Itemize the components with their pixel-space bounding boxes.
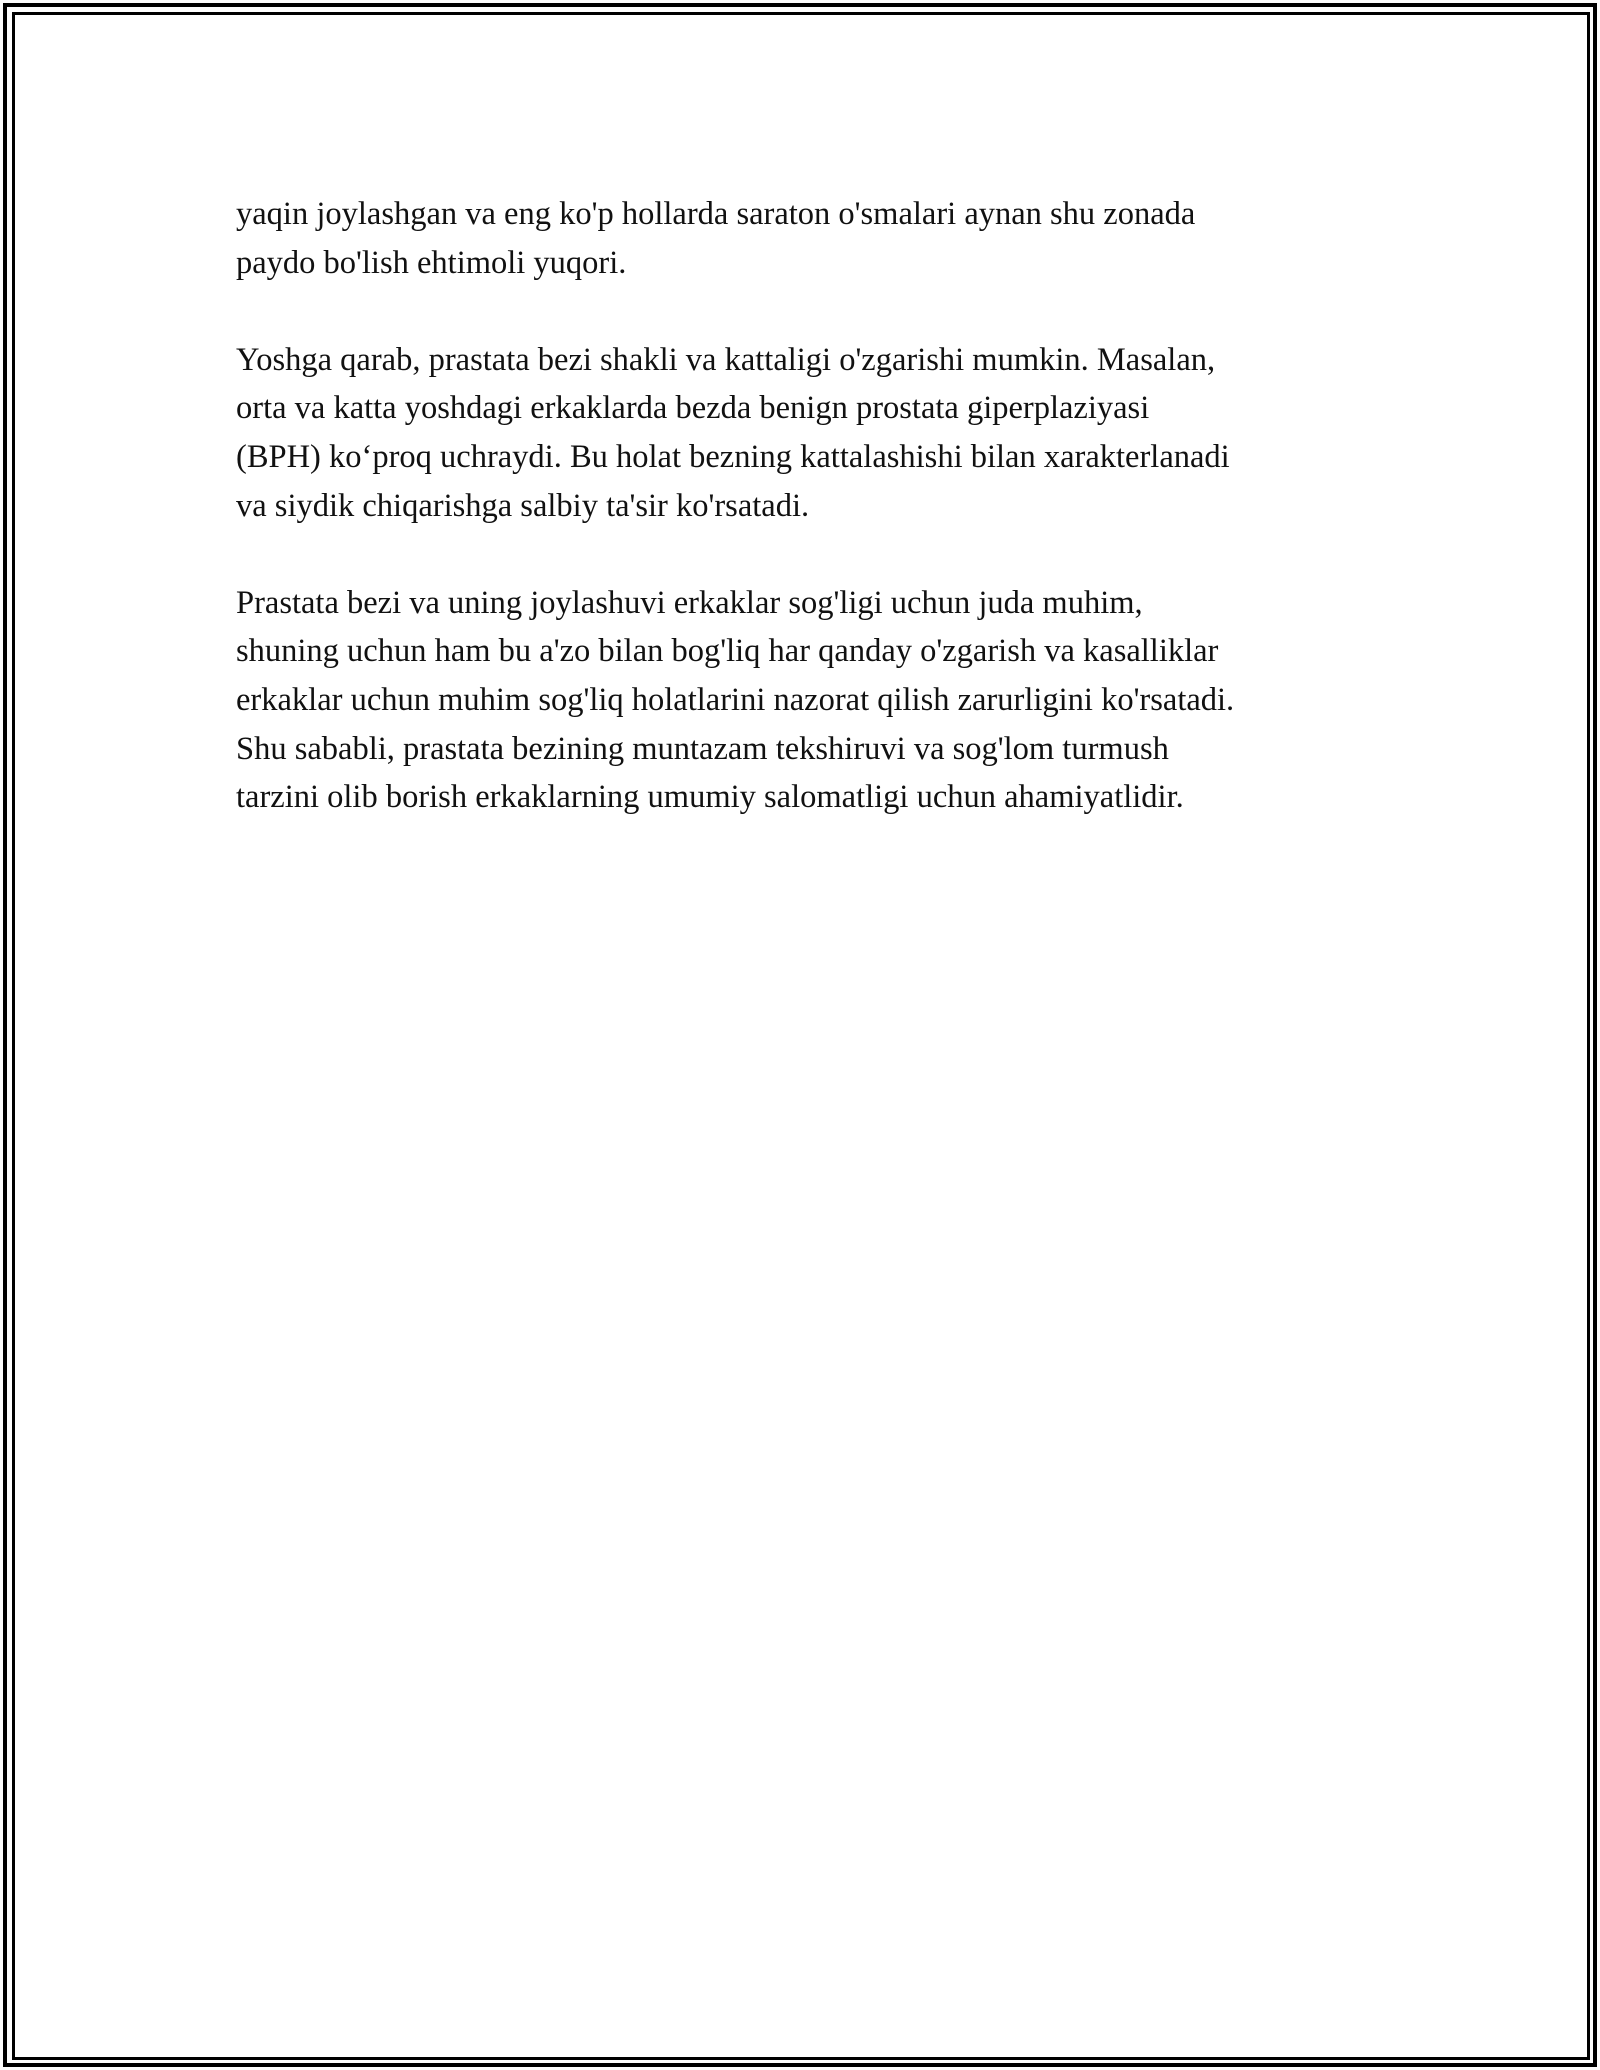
paragraph-2 bbox=[236, 336, 1376, 530]
text-line: orta va katta yoshdagi erkaklarda bezda benign prostata giperplaziyasi bbox=[236, 390, 1150, 427]
text-line: yaqin joylashgan va eng ko'p hollarda saraton o'smalari aynan shu zonada bbox=[236, 196, 1196, 232]
paragraph-1 bbox=[236, 190, 1376, 287]
text-line: va siydik chiqarishga salbiy ta'sir ko'rsatadi. bbox=[236, 487, 810, 524]
text-line: shuning uchun ham bu a'zo bilan bog'liq har qanday o'zgarish va kasalliklar bbox=[236, 633, 1219, 670]
text-line: erkaklar uchun muhim sog'liq holatlarini nazorat qilish zarurligini ko'rsatadi. bbox=[236, 681, 1235, 718]
text-line: paydo bo'lish ehtimoli yuqori. bbox=[236, 244, 627, 281]
text-line: Shu sababli, prastata bezining muntazam tekshiruvi va sog'lom turmush bbox=[236, 730, 1169, 767]
text-line: Yoshga qarab, prastata bezi shakli va kattaligi o'zgarishi mumkin. Masalan, bbox=[236, 341, 1216, 378]
paragraph-3 bbox=[236, 579, 1376, 822]
text-line: (BPH) ko‘proq uchraydi. Bu holat bezning kattalashishi bilan xarakterlanadi bbox=[236, 438, 1230, 475]
text-line: Prastata bezi va uning joylashuvi erkaklar sog'ligi uchun juda muhim, bbox=[236, 584, 1143, 621]
document-body bbox=[236, 190, 1376, 870]
text-line: tarzini olib borish erkaklarning umumiy salomatligi uchun ahamiyatlidir. bbox=[236, 779, 1184, 816]
